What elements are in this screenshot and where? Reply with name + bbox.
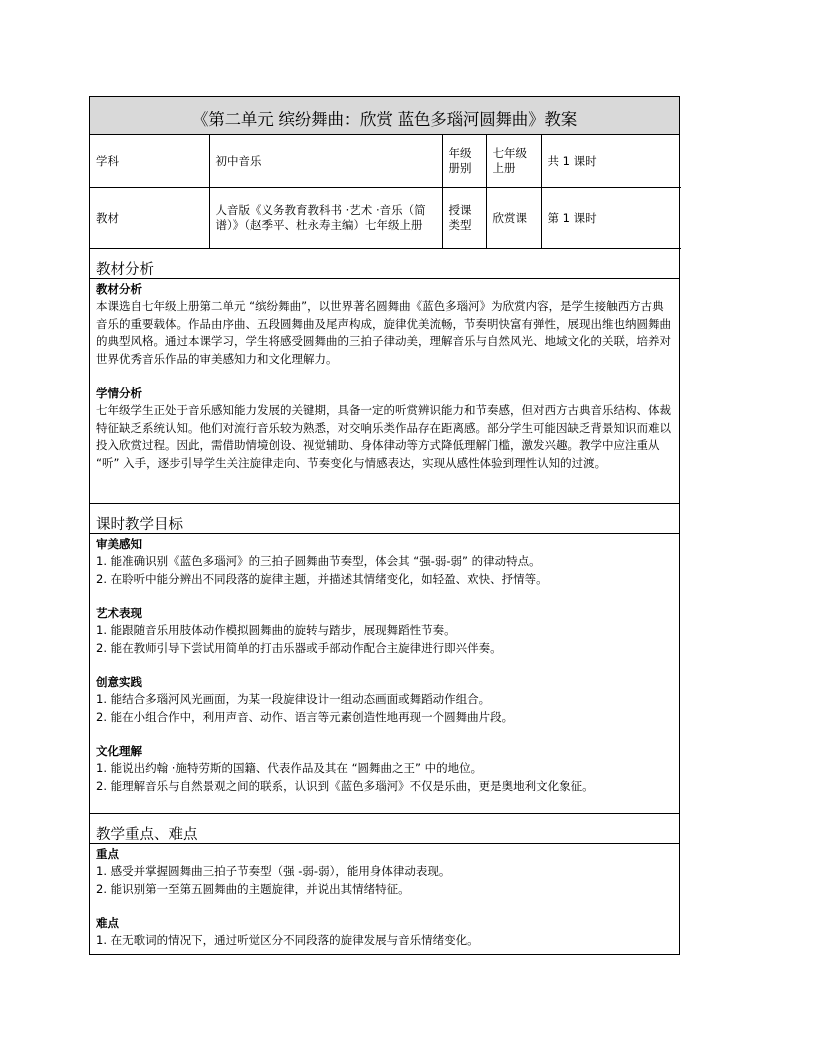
section-heading-keys: 教学重点、难点: [90, 814, 679, 844]
textbook-value: 人音版《义务教育教科书 ·艺术 ·音乐（简谱）》（赵季平、杜永寿主编）七年级上册: [209, 188, 442, 249]
subject-value: 初中音乐: [209, 135, 442, 188]
info-row-subject: [90, 135, 681, 188]
list-item: 1. 感受并掌握圆舞曲三拍子节奏型（强 -弱-弱），能用身体律动表现。: [96, 864, 451, 878]
section-body-goals: [90, 534, 679, 814]
type-value: 欣赏课: [486, 188, 541, 249]
section-body-analysis: [90, 279, 679, 504]
list-item: 1. 能说出约翰 ·施特劳斯的国籍、代表作品及其在 “圆舞曲之王” 中的地位。: [96, 761, 483, 775]
key-point-title: 重点: [96, 847, 119, 861]
hours-total: 共 1 课时: [541, 135, 681, 188]
document-title: 《第二单元 缤纷舞曲：欣赏 蓝色多瑙河圆舞曲》教案: [90, 97, 679, 135]
grade-value: 七年级上册: [486, 135, 541, 188]
list-item: 1. 能结合多瑙河风光画面，为某一段旋律设计一组动态画面或舞蹈动作组合。: [96, 692, 491, 706]
info-table: [90, 135, 681, 249]
goal-title-expression: 艺术表现: [96, 606, 142, 620]
list-item: 1. 能准确识别《蓝色多瑙河》的三拍子圆舞曲节奏型，体会其 “强-弱-弱” 的律动特点。: [96, 554, 541, 568]
section-heading-goals: 课时教学目标: [90, 504, 679, 534]
paragraph-textbook-analysis: 本课选自七年级上册第二单元 “缤纷舞曲”，以世界著名圆舞曲《蓝色多瑙河》为欣赏内容，是学生接触西方古典音乐的重要载体。作品由序曲、五段圆舞曲及尾声构成，旋律优美流畅，节奏明快富有弹性，展现出维也纳圆舞曲的典型风格。通过本课学习，学生将感受圆舞曲的三拍子律动美，理解音乐与自然风光、地域文化的关联，培养对世界优秀音乐作品的审美感知力和文化理解力。: [96, 299, 671, 366]
list-item: 2. 能识别第一至第五圆舞曲的主题旋律，并说出其情绪特征。: [96, 881, 410, 896]
list-item: 1. 在无歌词的情况下，通过听觉区分不同段落的旋律发展与音乐情绪变化。: [96, 933, 479, 947]
list-item: 2. 在聆听中能分辨出不同段落的旋律主题，并描述其情绪变化，如轻盈、欢快、抒情等。: [96, 571, 548, 586]
goal-title-creative: 创意实践: [96, 675, 142, 689]
grade-label: 年级册别: [442, 135, 486, 188]
subject-label: 学科: [90, 135, 209, 188]
paragraph-learner-analysis: 七年级学生正处于音乐感知能力发展的关键期，具备一定的听赏辨识能力和节奏感，但对西方古典音乐结构、体裁特征缺乏系统认知。他们对流行音乐较为熟悉，对交响乐类作品存在距离感。部分学生可能因缺乏背景知识而难以投入欣赏过程。因此，需借助情境创设、视觉辅助、身体律动等方式降低理解门槛，激发兴趣。教学中应注重从 “听” 入手，逐步引导学生关注旋律走向、节奏变化与情感表达，实现从感性体验到理性认知的过渡。: [96, 403, 671, 470]
list-item: 2. 能在教师引导下尝试用简单的打击乐器或手部动作配合主旋律进行即兴伴奏。: [96, 640, 502, 655]
section-body-keys: [90, 844, 679, 950]
list-item: 2. 能理解音乐与自然景观之间的联系，认识到《蓝色多瑙河》不仅是乐曲，更是奥地利文化象征。: [96, 778, 594, 793]
goal-title-culture: 文化理解: [96, 744, 142, 758]
textbook-label: 教材: [90, 188, 209, 249]
info-row-textbook: [90, 188, 681, 249]
goal-title-aesthetic: 审美感知: [96, 537, 142, 551]
list-item: 2. 能在小组合作中，利用声音、动作、语言等元素创造性地再现一个圆舞曲片段。: [96, 709, 514, 724]
subheading-textbook-analysis: 教材分析: [96, 282, 142, 296]
lesson-plan-document: [89, 96, 680, 955]
subheading-learner-analysis: 学情分析: [96, 386, 142, 400]
list-item: 1. 能跟随音乐用肢体动作模拟圆舞曲的旋转与踏步，展现舞蹈性节奏。: [96, 623, 456, 637]
difficulty-title: 难点: [96, 916, 119, 930]
section-heading-analysis: 教材分析: [90, 249, 679, 279]
hour-index: 第 1 课时: [541, 188, 681, 249]
type-label: 授课类型: [442, 188, 486, 249]
